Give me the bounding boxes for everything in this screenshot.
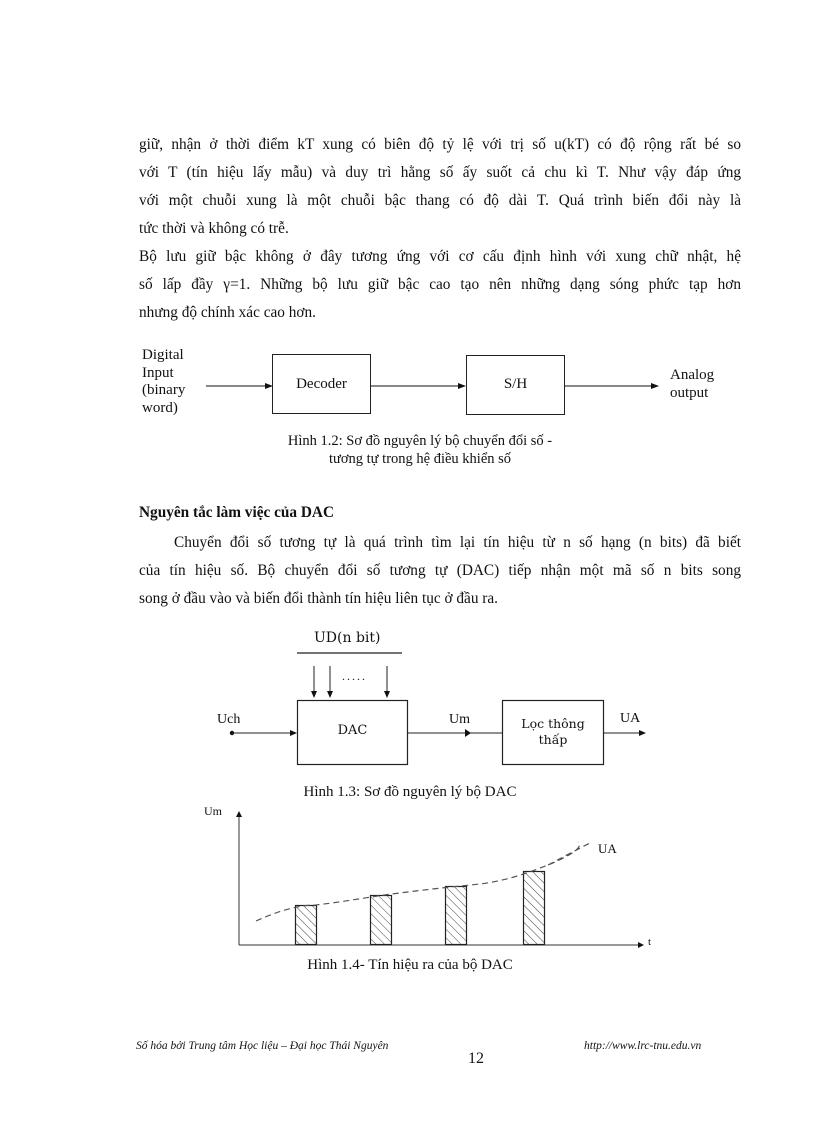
dac-block: DAC xyxy=(337,723,368,738)
um-label: Um xyxy=(449,712,470,727)
analog-output-label: Analog output xyxy=(670,367,715,401)
text-line: tức thời và không có trễ. xyxy=(139,220,289,237)
sample-hold-block: S/H xyxy=(503,376,528,392)
low-pass-filter-block: Lọc thông thấp xyxy=(521,716,585,747)
digital-input-label: Digital Input (binary word) xyxy=(142,347,186,416)
text-line: Chuyển đổi số tương tự là quá trình tìm lại tín hiệu từ n số hạng (n bits) đã biết xyxy=(174,534,741,551)
text-line: song ở đầu vào và biến đổi thành tín hiệu liên tục ở đầu ra. xyxy=(139,590,498,607)
figure-1-3-caption: Hình 1.3: Sơ đồ nguyên lý bộ DAC xyxy=(303,784,517,800)
figure-1-4-caption: Hình 1.4- Tín hiệu ra của bộ DAC xyxy=(307,957,513,973)
text-line: nhưng độ chính xác cao hơn. xyxy=(139,304,316,321)
figure-1-2-caption: Hình 1.2: Sơ đồ nguyên lý bộ chuyển đổi số - tương tự trong hệ điều khiển số xyxy=(287,433,553,467)
footer-url[interactable]: http://www.lrc-tnu.edu.vn xyxy=(584,1040,702,1052)
text-line: giữ, nhận ở thời điểm kT xung có biên độ tỷ lệ với trị số u(kT) có độ rộng rất bé so xyxy=(139,136,741,153)
uch-label: Uch xyxy=(217,712,241,727)
text-line: với T (tín hiệu lấy mẫu) và duy trì hằng số ấy suốt cả chu kì T. Như vậy đáp ứng xyxy=(139,164,741,181)
x-axis-label: t xyxy=(648,936,652,948)
ud-label: UD(n bit) xyxy=(314,630,381,646)
ua-label: UA xyxy=(620,711,641,726)
ua-curve-label: UA xyxy=(598,841,617,856)
y-axis-label: Um xyxy=(204,804,222,818)
page-number: 12 xyxy=(468,1050,484,1067)
section-heading: Nguyên tắc làm việc của DAC xyxy=(139,504,335,521)
bit-dots: ..... xyxy=(342,669,367,683)
text-line: với một chuỗi xung là một chuỗi bậc thang có độ dài T. Quá trình biến đổi này là xyxy=(139,192,741,209)
text-line: Bộ lưu giữ bậc không ở đây tương ứng với cơ cấu định hình với xung chữ nhật, hệ xyxy=(139,248,741,265)
decoder-block: Decoder xyxy=(296,376,347,392)
footer-source: Số hóa bởi Trung tâm Học liệu – Đại học Thái Nguyên xyxy=(136,1040,389,1052)
text-line: của tín hiệu số. Bộ chuyển đổi số tương tự (DAC) tiếp nhận một mã số n bits song xyxy=(139,562,741,579)
text-line: số lấp đầy γ=1. Những bộ lưu giữ bậc cao tạo nên những dạng sóng phức tạp hơn xyxy=(139,276,741,293)
